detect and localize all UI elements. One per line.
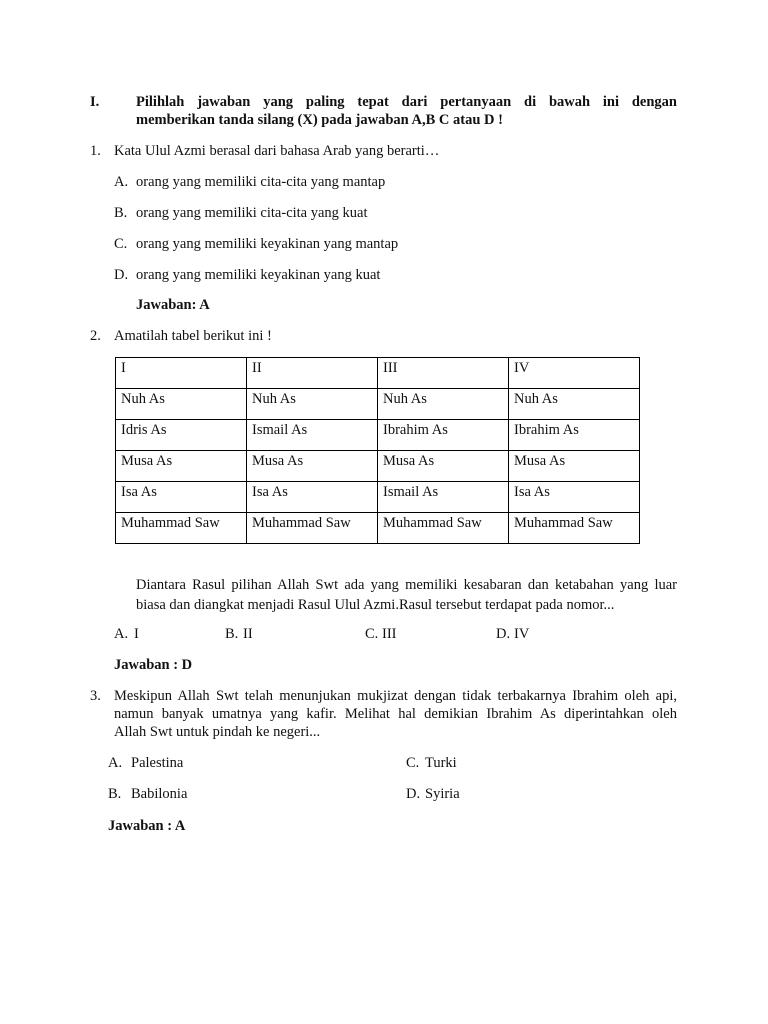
option-letter: C. <box>365 626 379 642</box>
table-row <box>116 451 640 482</box>
option-letter: B. <box>108 786 122 802</box>
option-letter: A. <box>114 174 129 190</box>
option-letter: C. <box>114 236 128 252</box>
table-cell: Muhammad Saw <box>378 513 509 544</box>
table-cell: Muhammad Saw <box>116 513 247 544</box>
table-cell: Isa As <box>509 482 640 513</box>
answer-key: Jawaban : D <box>114 657 193 673</box>
table-cell: Musa As <box>378 451 509 482</box>
prophets-table <box>115 357 640 544</box>
option-text: Syiria <box>425 786 460 802</box>
section-instruction-line2: memberikan tanda silang (X) pada jawaban A,B C atau D ! <box>136 112 503 128</box>
option-text: Babilonia <box>131 786 188 802</box>
table-cell: Ismail As <box>247 420 378 451</box>
answer-key: Jawaban: A <box>136 297 210 313</box>
table-cell: Muhammad Saw <box>509 513 640 544</box>
table-row <box>116 513 640 544</box>
table-header-row <box>116 358 640 389</box>
question-number: 1. <box>90 143 101 159</box>
option-text: II <box>243 626 253 642</box>
option-letter: B. <box>225 626 239 642</box>
table-header-cell: IV <box>509 358 640 389</box>
option-letter: D. <box>114 267 129 283</box>
question-number: 2. <box>90 328 101 344</box>
option-letter: A. <box>108 755 123 771</box>
table-cell: Musa As <box>509 451 640 482</box>
section-number: I. <box>90 94 100 110</box>
table-row <box>116 389 640 420</box>
option-text: orang yang memiliki keyakinan yang kuat <box>136 267 381 283</box>
table-cell: Nuh As <box>378 389 509 420</box>
option-letter: A. <box>114 626 129 642</box>
option-letter: D. <box>496 626 511 642</box>
question-text: Kata Ulul Azmi berasal dari bahasa Arab yang berarti… <box>114 143 440 159</box>
question-text: Amatilah tabel berikut ini ! <box>114 328 272 344</box>
question-text-line1: Meskipun Allah Swt telah menunjukan mukjizat dengan tidak terbakarnya Ibrahim oleh api, <box>114 688 677 704</box>
table-cell: Nuh As <box>247 389 378 420</box>
option-letter: D. <box>406 786 421 802</box>
option-text: orang yang memiliki keyakinan yang mantap <box>136 236 399 252</box>
option-text: Palestina <box>131 755 184 771</box>
option-text: orang yang memiliki cita-cita yang mantap <box>136 174 386 190</box>
table-cell: Ibrahim As <box>509 420 640 451</box>
option-letter: C. <box>406 755 420 771</box>
question-paragraph-line2: biasa dan diangkat menjadi Rasul Ulul Azmi.Rasul tersebut terdapat pada nomor... <box>136 597 615 613</box>
table-header-cell: III <box>378 358 509 389</box>
table-cell: Isa As <box>116 482 247 513</box>
table-cell: Idris As <box>116 420 247 451</box>
option-text: Turki <box>425 755 457 771</box>
question-text-line2: namun banyak umatnya yang kafir. Melihat hal demikian Ibrahim As diperintahkan oleh <box>114 706 677 722</box>
table-cell: Musa As <box>247 451 378 482</box>
table-cell: Isa As <box>247 482 378 513</box>
question-paragraph-line1: Diantara Rasul pilihan Allah Swt ada yang memiliki kesabaran dan ketabahan yang luar <box>136 577 677 593</box>
question-number: 3. <box>90 688 101 704</box>
question-text-line3: Allah Swt untuk pindah ke negeri... <box>114 724 321 740</box>
table-cell: Muhammad Saw <box>247 513 378 544</box>
table-cell: Musa As <box>116 451 247 482</box>
option-text: IV <box>514 626 530 642</box>
section-instruction-line1: Pilihlah jawaban yang paling tepat dari pertanyaan di bawah ini dengan <box>136 94 677 110</box>
table-cell: Ibrahim As <box>378 420 509 451</box>
answer-key: Jawaban : A <box>108 818 186 834</box>
table-cell: Nuh As <box>116 389 247 420</box>
option-text: I <box>134 626 139 642</box>
table-cell: Nuh As <box>509 389 640 420</box>
table-header-cell: II <box>247 358 378 389</box>
table-row <box>116 420 640 451</box>
table-header-cell: I <box>116 358 247 389</box>
option-letter: B. <box>114 205 128 221</box>
option-text: orang yang memiliki cita-cita yang kuat <box>136 205 368 221</box>
table-cell: Ismail As <box>378 482 509 513</box>
option-text: III <box>382 626 397 642</box>
table-row <box>116 482 640 513</box>
